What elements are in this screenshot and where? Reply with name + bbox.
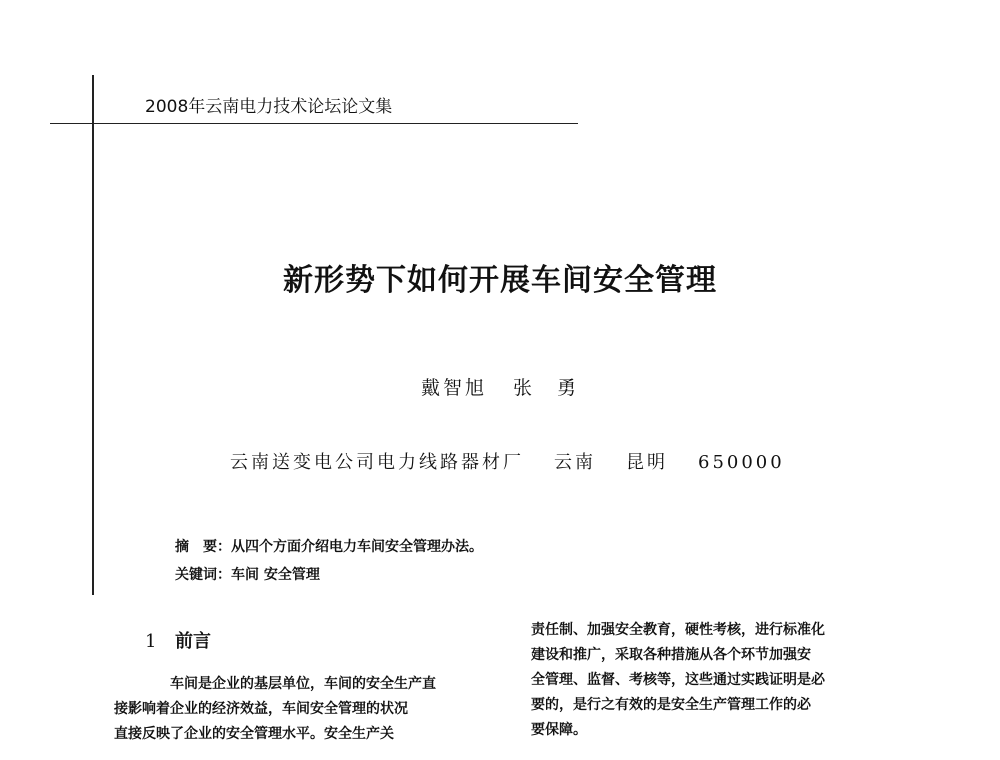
- body-column-left: [114, 672, 494, 747]
- collection-title: 2008年云南电力技术论坛论文集: [145, 97, 393, 117]
- text-line: 车间是企业的基层单位，车间的安全生产直: [170, 676, 436, 692]
- text-line: 责任制、加强安全教育，硬性考核，进行标准化: [531, 622, 825, 638]
- author-list: [0, 373, 1000, 400]
- affiliation: [230, 448, 785, 474]
- keywords-label: 关键词：: [175, 567, 231, 583]
- section-title: 前言: [175, 631, 211, 652]
- paragraph: [531, 618, 879, 743]
- header-horizontal-rule: [50, 123, 578, 124]
- body-column-right: [531, 618, 879, 743]
- affiliation-city: 昆明: [626, 452, 668, 473]
- abstract-label: 摘 要：: [175, 539, 231, 555]
- text-line: 接影响着企业的经济效益，车间安全管理的状况: [114, 701, 408, 717]
- section-heading: [145, 627, 211, 653]
- affiliation-postcode: 650000: [698, 452, 785, 473]
- paper-title: 新形势下如何开展车间安全管理: [283, 263, 717, 298]
- section-number: 1: [145, 631, 157, 652]
- affiliation-organization: 云南送变电公司电力线路器材厂: [230, 452, 524, 473]
- text-line: 建设和推广，采取各种措施从各个环节加强安: [531, 647, 811, 663]
- keywords: [175, 564, 320, 584]
- keywords-text: 车间 安全管理: [231, 567, 320, 583]
- header-vertical-rule: [92, 75, 94, 595]
- text-line: 要的，是行之有效的是安全生产管理工作的必: [531, 697, 811, 713]
- abstract-text: 从四个方面介绍电力车间安全管理办法。: [231, 539, 483, 555]
- author-name: 戴智旭: [420, 377, 487, 399]
- affiliation-province: 云南: [554, 452, 596, 473]
- abstract: [175, 536, 483, 556]
- text-line: 全管理、监督、考核等，这些通过实践证明是必: [531, 672, 825, 688]
- text-line: 要保障。: [531, 722, 587, 738]
- text-line: 直接反映了企业的安全管理水平。安全生产关: [114, 726, 394, 742]
- paragraph: [114, 672, 494, 747]
- author-name: 张 勇: [513, 377, 580, 399]
